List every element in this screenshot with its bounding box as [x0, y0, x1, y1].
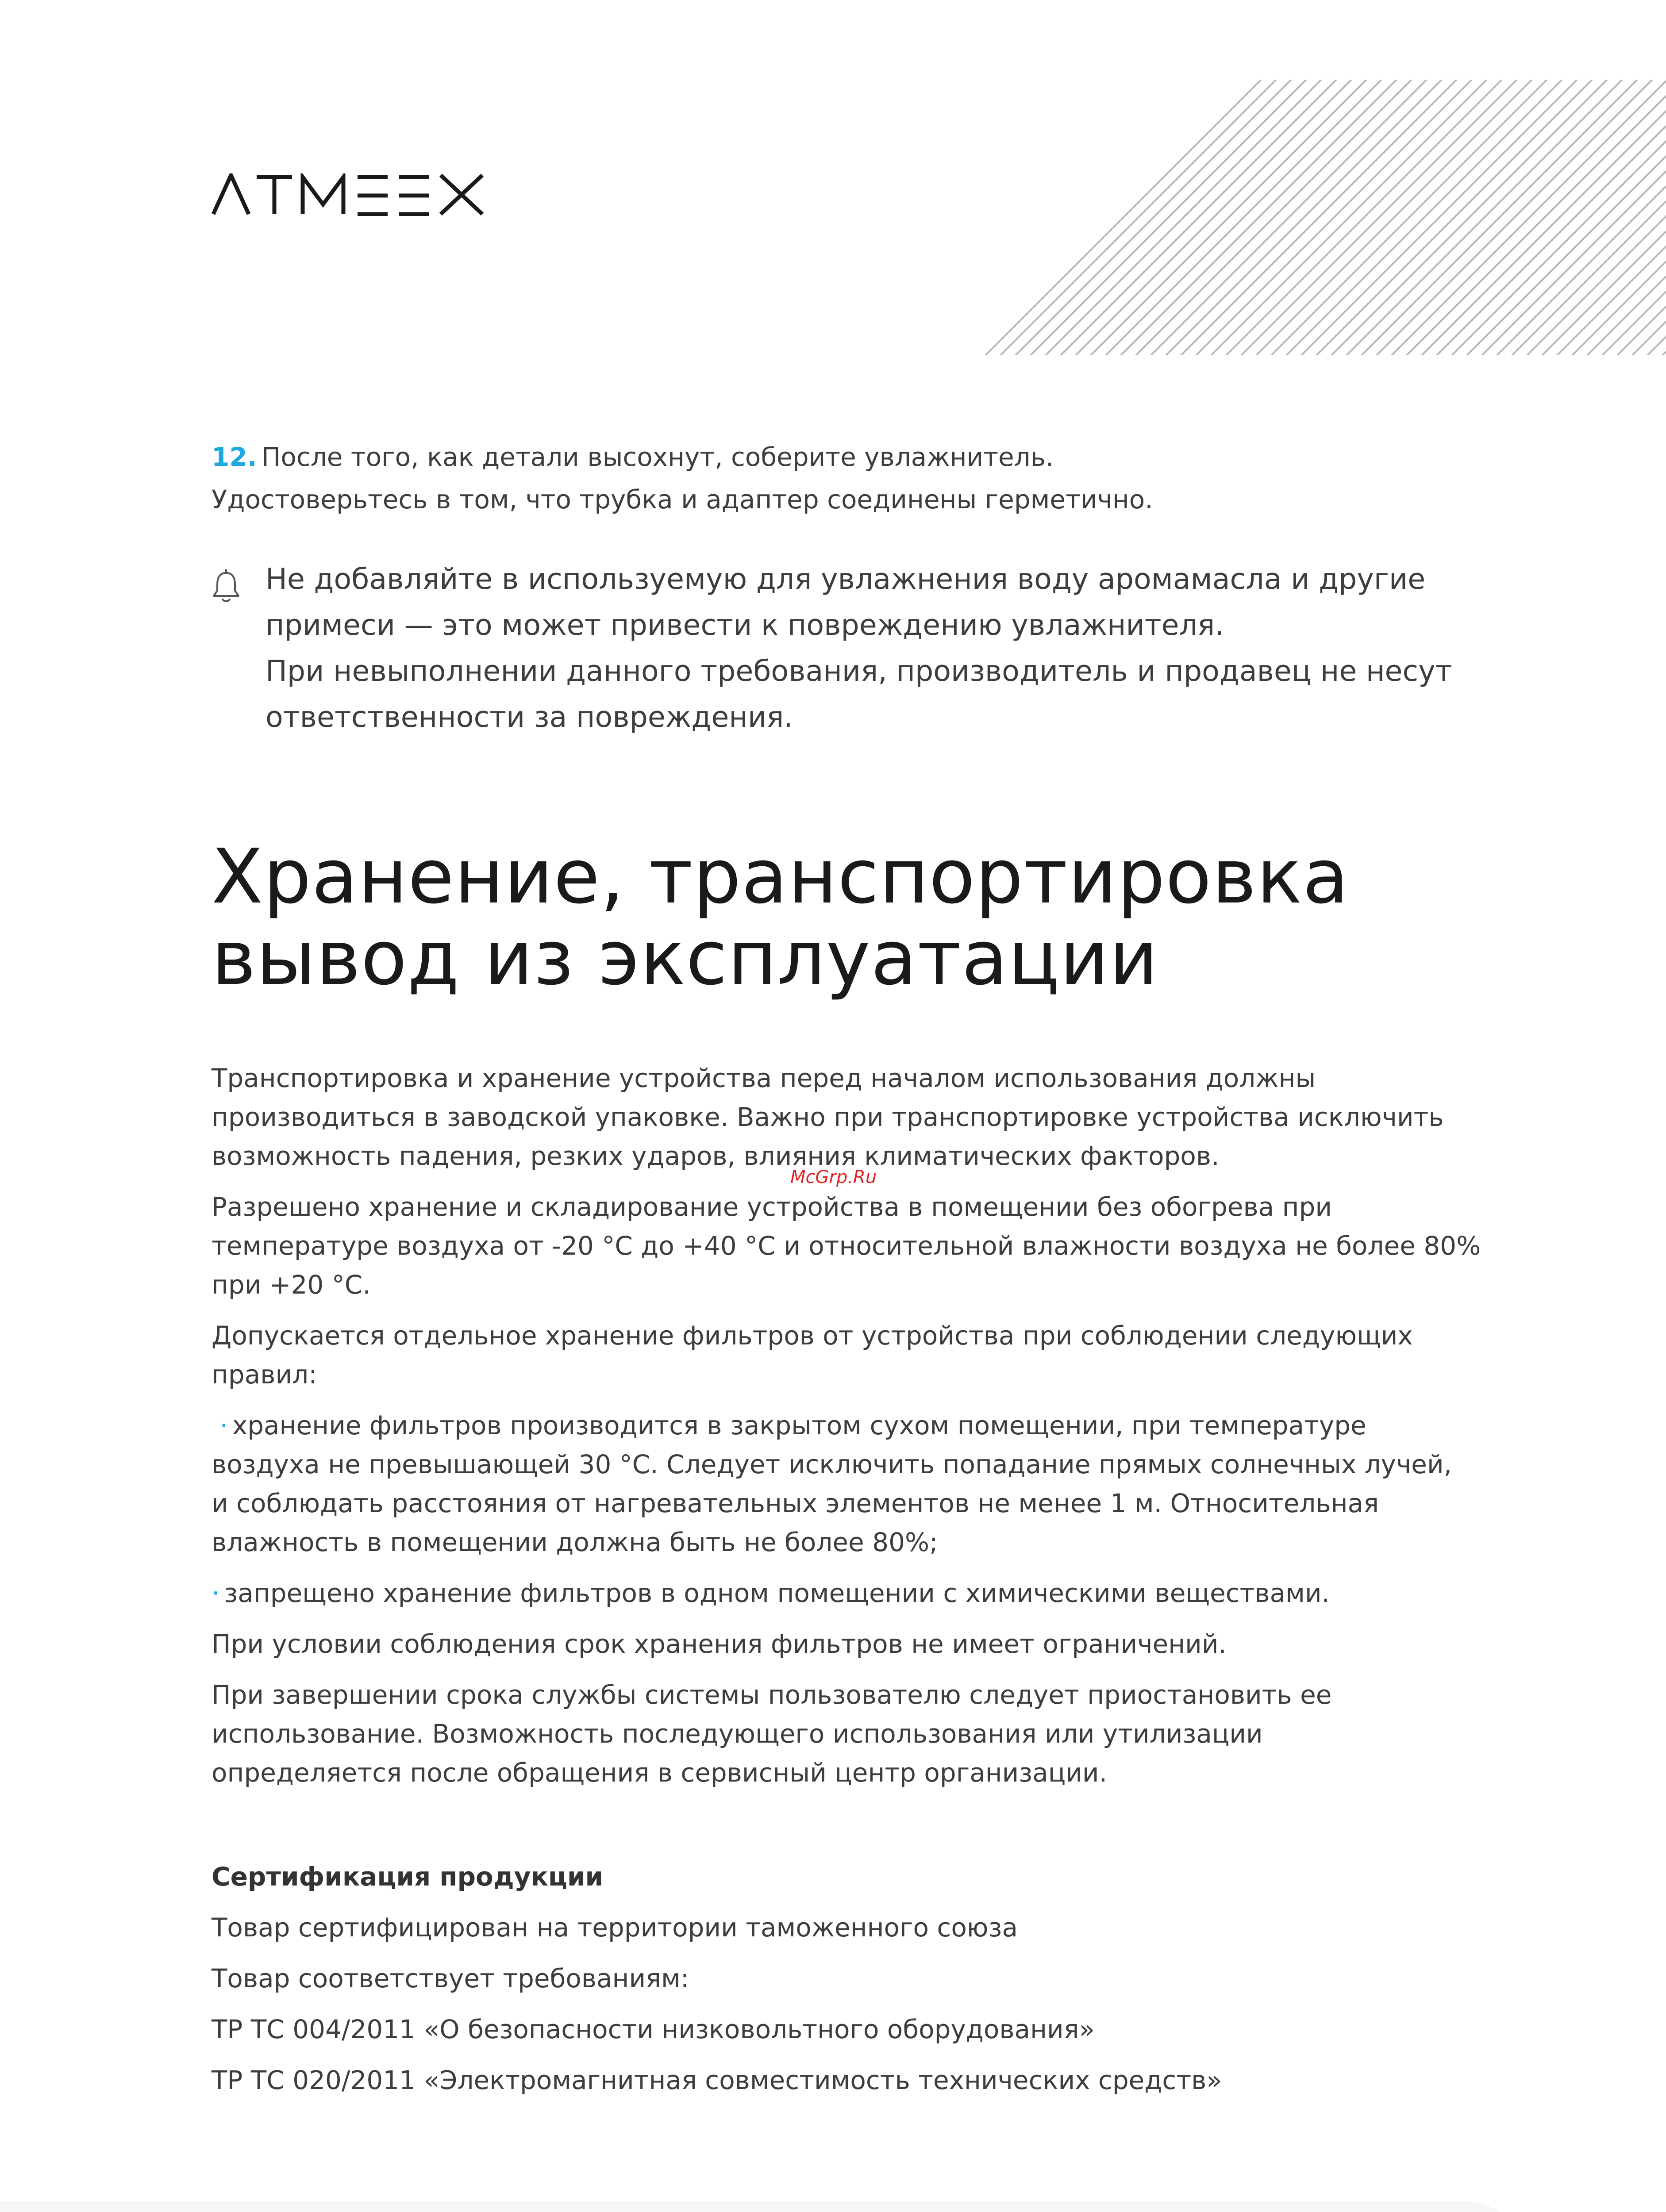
hatch-line [1189, 80, 1472, 355]
hatch-line [1128, 80, 1412, 355]
p2-line1: Разрешено хранение и складирование устройства в помещении без обогрева при [212, 1192, 1332, 1222]
hatch-line [1234, 80, 1517, 355]
b2-line: запрещено хранение фильтров в одном помещении с химическими веществами. [224, 1578, 1330, 1608]
section-title-line2: вывод из эксплуатации [212, 914, 1159, 1002]
list-item [212, 1406, 1486, 1562]
hatch-line [1429, 80, 1666, 355]
p1-line1: Транспортировка и хранение устройства перед началом использования должны [212, 1063, 1316, 1093]
hatch-line [1354, 80, 1637, 355]
hatch-line [1098, 80, 1381, 355]
hatch-line [1083, 80, 1366, 355]
bullet-dot: · [219, 1410, 228, 1440]
atmeex-logo [212, 173, 486, 216]
hatch-line [1489, 80, 1666, 355]
p2-line3: при +20 °C. [212, 1270, 371, 1300]
hatch-line [1174, 80, 1457, 355]
cert-line3: ТР ТС 004/2011 «О безопасности низковольтного оборудования» [212, 2014, 1095, 2044]
hatch-line [1113, 80, 1397, 355]
page-footer [0, 2201, 1538, 2212]
paragraph-filter-term [212, 1624, 1486, 1663]
hatch-line [1204, 80, 1487, 355]
bell-icon [212, 568, 241, 605]
step-text-line2: Удостоверьтесь в том, что трубка и адаптер соединены герметично. [212, 484, 1153, 515]
p5-line3: определяется после обращения в сервисный центр организации. [212, 1758, 1108, 1788]
cert-line1: Товар сертифицирован на территории таможенного союза [212, 1912, 1018, 1943]
b1-line3: и соблюдать расстояния от нагревательных элементов не менее 1 м. Относительная [212, 1488, 1379, 1518]
b1-line1: хранение фильтров производится в закрытом сухом помещении, при температуре [232, 1410, 1366, 1440]
hatch-line [1143, 80, 1427, 355]
step-number: 12. [212, 442, 257, 472]
step-12 [212, 436, 1495, 521]
p5-line2: использование. Возможность последующего использования или утилизации [212, 1719, 1263, 1749]
cert-line2: Товар соответствует требованиям: [212, 1963, 689, 1993]
p2-line2: температуре воздуха от -20 °C до +40 °C и относительной влажности воздуха не более 80% [212, 1231, 1481, 1261]
hatch-line [1068, 80, 1351, 355]
section-title [212, 833, 1539, 1002]
hatch-line [1249, 80, 1532, 355]
note-line4: ответственности за повреждения. [265, 701, 793, 734]
section-title-line1: Хранение, транспортировка [212, 833, 1349, 921]
cert-line4: ТР ТС 020/2011 «Электромагнитная совместимость технических средств» [212, 2065, 1222, 2095]
hatch-line [978, 80, 1261, 355]
hatch-line [993, 80, 1276, 355]
bullet-dot: · [212, 1578, 220, 1608]
p5-line1: При завершении срока службы системы пользователю следует приостановить ее [212, 1680, 1332, 1710]
decorative-hatch-pattern [978, 80, 1666, 355]
list-item [212, 1574, 1486, 1613]
hatch-line [1038, 80, 1321, 355]
hatch-line [1474, 80, 1666, 355]
p1-line3: возможность падения, резких ударов, влияния климатических факторов. [212, 1141, 1220, 1171]
p3-line2: правил: [212, 1359, 317, 1390]
hatch-line [1279, 80, 1562, 355]
hatch-line [1580, 80, 1666, 355]
hatch-line [1158, 80, 1442, 355]
watermark: McGrp.Ru [790, 1167, 877, 1187]
p1-line2: производиться в заводской упаковке. Важно при транспортировке устройства исключить [212, 1102, 1444, 1132]
hatch-line [1264, 80, 1547, 355]
hatch-line [1053, 80, 1336, 355]
b1-line4: влажность в помещении должна быть не более 80%; [212, 1527, 938, 1557]
certification-heading: Сертификация продукции [212, 1862, 604, 1892]
p4-line: При условии соблюдения срок хранения фильтров не имеет ограничений. [212, 1629, 1227, 1659]
certification-block [212, 1857, 1486, 2112]
note-line1: Не добавляйте в используемую для увлажнения воду аромамасла и другие [265, 563, 1426, 596]
paragraph-transport [212, 1059, 1486, 1175]
hatch-line [1384, 80, 1666, 355]
hatch-line [1309, 80, 1592, 355]
hatch-line [1023, 80, 1306, 355]
paragraph-filters [212, 1316, 1486, 1394]
warning-note [265, 557, 1482, 741]
note-line2: примеси — это может привести к повреждению увлажнителя. [265, 609, 1224, 642]
hatch-line [1339, 80, 1622, 355]
paragraph-storage [212, 1187, 1486, 1304]
hatch-line [1369, 80, 1652, 355]
p3-line1: Допускается отдельное хранение фильтров от устройства при соблюдении следующих [212, 1321, 1413, 1351]
step-text-line1: После того, как детали высохнут, соберите увлажнитель. [261, 442, 1054, 472]
note-line3: При невыполнении данного требования, производитель и продавец не несут [265, 655, 1452, 688]
paragraph-decommission [212, 1675, 1486, 1792]
hatch-line [1219, 80, 1502, 355]
hatch-line [1324, 80, 1607, 355]
hatch-line [1610, 80, 1666, 355]
hatch-line [1008, 80, 1291, 355]
b1-line2: воздуха не превышающей 30 °C. Следует исключить попадание прямых солнечных лучей, [212, 1449, 1452, 1479]
hatch-line [1294, 80, 1577, 355]
